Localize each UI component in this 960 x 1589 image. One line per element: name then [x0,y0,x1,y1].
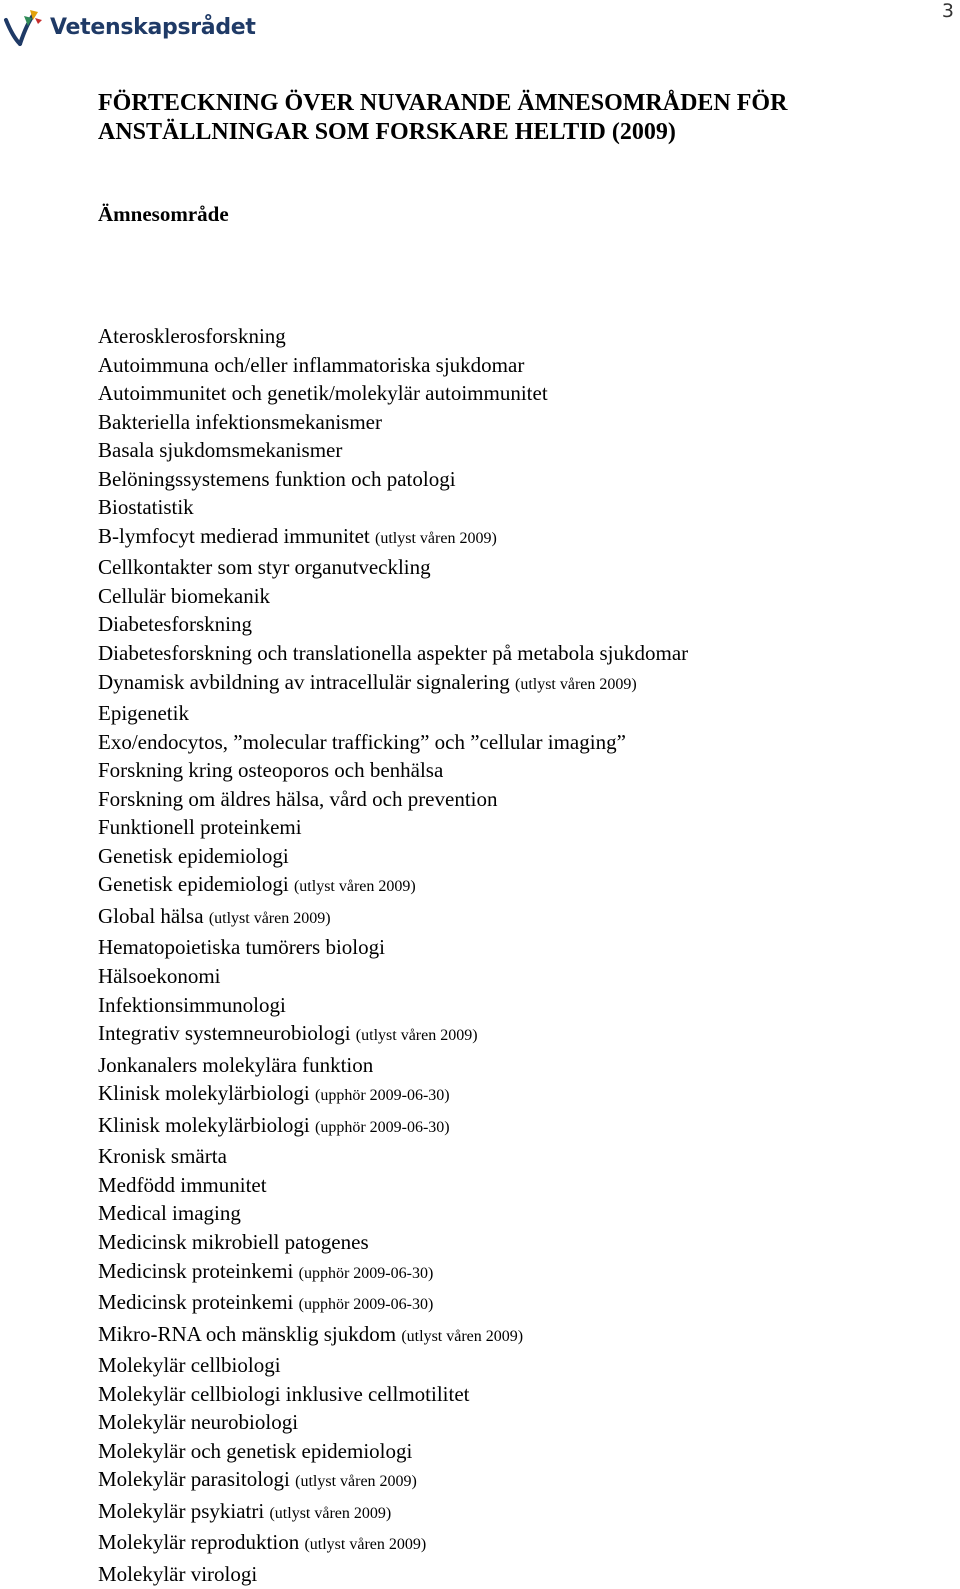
subject-note: (utlyst våren 2009) [269,1504,392,1522]
list-item [98,610,688,639]
subject-name: Klinisk molekylärbiologi [98,1112,310,1137]
list-item [98,1199,688,1228]
list-item [98,522,688,554]
subject-name: Dynamisk avbildning av intracellulär signalering [98,669,510,694]
list-item [98,842,688,871]
list-item [98,351,688,380]
list-item [98,553,688,582]
list-item [98,962,688,991]
title-line-1: FÖRTECKNING ÖVER NUVARANDE ÄMNESOMRÅDEN FÖR [98,90,788,116]
logo-mark-icon [2,6,46,48]
subject-name: Bakteriella infektionsmekanismer [98,409,382,434]
list-item [98,1171,688,1200]
list-item [98,1228,688,1257]
subject-note: (upphör 2009-06-30) [314,1087,450,1105]
subject-note: (utlyst våren 2009) [304,1536,427,1554]
list-item [98,1465,688,1497]
list-item [98,1437,688,1466]
subject-name: Cellulär biomekanik [98,583,271,608]
logo-text: Vetenskapsrådet [50,14,256,40]
subject-name: Diabetesforskning [98,612,252,637]
subject-name: Autoimmunitet och genetik/molekylär autoimmunitet [98,381,548,406]
list-item [98,699,688,728]
list-item [98,1320,688,1352]
subject-name: Molekylär cellbiologi inklusive cellmotilitet [98,1381,470,1406]
list-item [98,785,688,814]
subject-name: Jonkanalers molekylära funktion [98,1052,374,1077]
subject-name: Medfödd immunitet [98,1172,267,1197]
list-item [98,408,688,437]
list-item [98,322,688,351]
list-item [98,1497,688,1529]
list-item [98,1528,688,1560]
subject-name: B-lymfocyt medierad immunitet [98,523,370,548]
subject-note: (utlyst våren 2009) [208,909,331,927]
subject-name: Klinisk molekylärbiologi [98,1081,310,1106]
list-item [98,1351,688,1380]
list-item [98,1142,688,1171]
list-item [98,1257,688,1289]
subject-note: (upphör 2009-06-30) [314,1118,450,1136]
subject-name: Biostatistik [98,495,194,520]
list-item [98,493,688,522]
subject-name: Hematopoietiska tumörers biologi [98,935,385,960]
list-item [98,436,688,465]
list-item [98,1288,688,1320]
list-item [98,728,688,757]
list-item [98,902,688,934]
subject-name: Infektionsimmunologi [98,992,286,1017]
subject-name: Molekylär cellbiologi [98,1353,281,1378]
document-title [98,89,898,147]
subject-name: Cellkontakter som styr organutveckling [98,555,431,580]
list-item [98,870,688,902]
list-item [98,1380,688,1409]
list-item [98,1079,688,1111]
subject-name: Kronisk smärta [98,1144,227,1169]
list-item [98,639,688,668]
list-item [98,379,688,408]
subject-name: Medicinsk proteinkemi [98,1258,294,1283]
subject-name: Epigenetik [98,701,189,726]
list-item [98,813,688,842]
subject-name: Genetisk epidemiologi [98,843,289,868]
list-item [98,756,688,785]
subject-name: Hälsoekonomi [98,964,221,989]
list-item [98,465,688,494]
subject-name: Molekylär reproduktion [98,1530,300,1555]
subject-note: (utlyst våren 2009) [514,675,637,693]
list-item [98,1051,688,1080]
subject-name: Funktionell proteinkemi [98,815,302,840]
subject-name: Global hälsa [98,903,204,928]
subject-name: Genetisk epidemiologi [98,872,289,897]
list-item [98,1019,688,1051]
subject-note: (utlyst våren 2009) [293,878,416,896]
subject-note: (utlyst våren 2009) [375,529,497,547]
subject-note: (upphör 2009-06-30) [298,1264,434,1282]
subject-area-list [98,322,688,1589]
subject-name: Molekylär neurobiologi [98,1410,299,1435]
subject-name: Belöningssystemens funktion och patologi [98,466,456,491]
list-item [98,582,688,611]
list-item [98,1408,688,1437]
subject-name: Basala sjukdomsmekanismer [98,438,343,463]
list-item [98,668,688,700]
subject-note: (utlyst våren 2009) [295,1473,417,1491]
subject-name: Molekylär psykiatri [98,1498,265,1523]
subject-name: Molekylär parasitologi [98,1467,290,1492]
subject-note: (upphör 2009-06-30) [298,1296,434,1314]
subject-name: Forskning kring osteoporos och benhälsa [98,758,444,783]
subject-name: Mikro-RNA och mänsklig sjukdom [98,1321,397,1346]
list-item [98,991,688,1020]
subject-name: Diabetesforskning och translationella aspekter på metabola sjukdomar [98,641,689,666]
subject-name: Exo/endocytos, ”molecular trafficking” och ”cellular imaging” [98,729,626,754]
subject-name: Integrativ systemneurobiologi [98,1021,351,1046]
subject-note: (utlyst våren 2009) [355,1027,478,1045]
list-item [98,1560,688,1589]
subject-name: Medicinsk mikrobiell patogenes [98,1229,369,1254]
subject-name: Medical imaging [98,1201,241,1226]
subject-name: Forskning om äldres hälsa, vård och prevention [98,786,498,811]
subject-name: Molekylär virologi [98,1561,258,1586]
title-line-2: ANSTÄLLNINGAR SOM FORSKARE HELTID (2009) [98,119,676,145]
subject-name: Autoimmuna och/eller inflammatoriska sjukdomar [98,352,525,377]
list-item [98,933,688,962]
subject-name: Medicinsk proteinkemi [98,1290,294,1315]
list-item [98,1111,688,1143]
vetenskapsradet-logo [2,6,256,48]
subject-name: Molekylär och genetisk epidemiologi [98,1438,413,1463]
page-number: 3 [941,0,954,22]
section-heading: Ämnesområde [98,202,229,226]
subject-note: (utlyst våren 2009) [401,1327,524,1345]
subject-name: Aterosklerosforskning [98,324,286,348]
